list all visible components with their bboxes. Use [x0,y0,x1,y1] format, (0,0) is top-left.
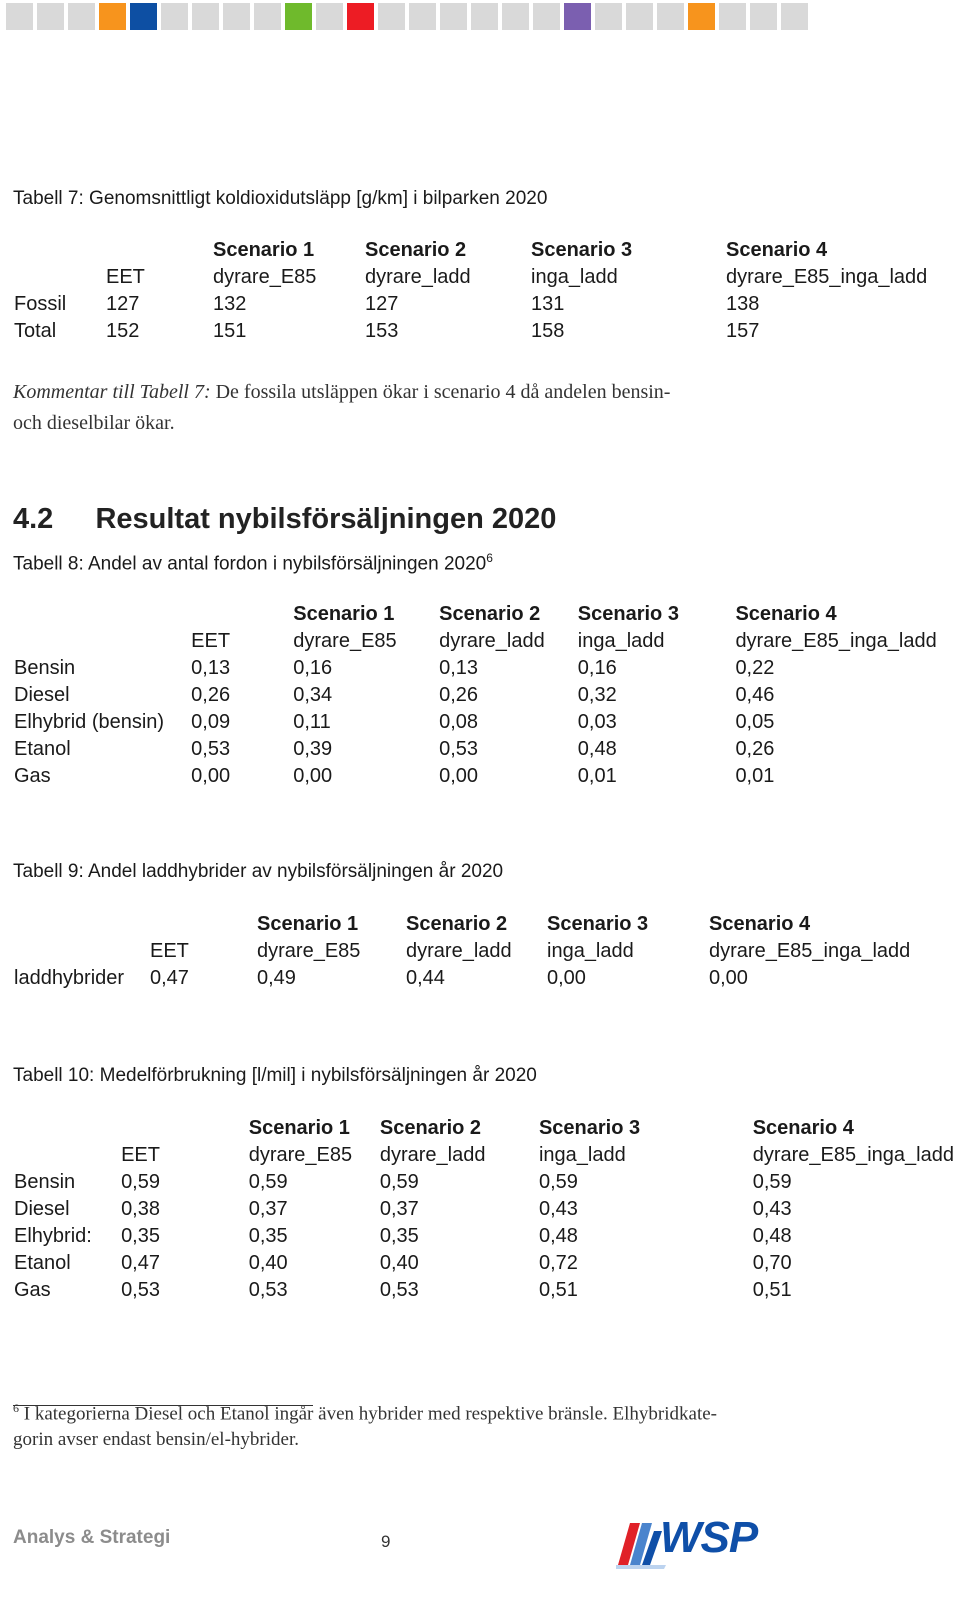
color-square [688,3,715,30]
color-square [285,3,312,30]
table-cell [191,601,293,628]
table-cell: 0,05 [735,711,775,733]
color-square [502,3,529,30]
table-row [14,291,933,318]
table-cell: 0,00 [547,967,586,989]
row-label: Total [14,320,57,342]
header-row-names [14,628,960,655]
table-cell: 0,59 [538,1171,578,1193]
table-cell [121,1115,249,1142]
table8-caption-text: Tabell 8: Andel av antal fordon i nybilsförsäljningen 2020 [13,553,487,575]
row-label: Etanol [14,1252,71,1274]
table-cell: 0,16 [577,657,617,679]
table-cell: inga_ladd [538,1144,626,1166]
table-cell: 0,09 [191,711,231,733]
table-cell: 0,47 [150,967,189,989]
color-square [316,3,343,30]
table-cell: 0,70 [752,1252,792,1274]
color-square [533,3,560,30]
header-row-scenarios [14,601,960,628]
row-label: Bensin [14,1171,76,1193]
table9-caption: Tabell 9: Andel laddhybrider av nybilsförsäljningen år 2020 [13,861,504,882]
table-cell: 0,44 [406,967,445,989]
table-cell: dyrare_ladd [379,1144,486,1166]
row-label: Diesel [14,684,70,706]
color-square [161,3,188,30]
table10-caption: Tabell 10: Medelförbrukning [l/mil] i nybilsförsäljningen år 2020 [13,1065,537,1086]
table-cell: 158 [531,320,565,342]
table-cell: dyrare_E85 [213,266,317,288]
footer-brand: Analys & Strategi [13,1527,171,1548]
color-square [254,3,281,30]
table-cell: 0,48 [577,738,617,760]
table-cell: 0,53 [191,738,231,760]
table-cell: Scenario 3 [538,1117,641,1139]
table-cell: Scenario 1 [248,1117,350,1139]
color-square [440,3,467,30]
table-row [14,736,960,763]
footnote-text: I kategorierna Diesel och Etanol ingår även hybrider med respektive bränsle. Elhybridkate- [23,1403,717,1425]
row-label [14,911,150,938]
table-row [14,965,935,992]
table-cell: 0,49 [257,967,296,989]
color-square [99,3,126,30]
color-square [347,3,374,30]
table-cell: 0,00 [439,765,479,787]
footnote-number: 6 [13,1401,19,1415]
color-square [750,3,777,30]
table-cell: dyrare_E85_inga_ladd [735,630,937,652]
row-label: laddhybrider [14,967,125,989]
row-label: Gas [14,1279,51,1301]
table-cell: 0,48 [752,1225,792,1247]
table-cell: 0,40 [379,1252,419,1274]
footnote-line2: gorin avser endast bensin/el-hybrider. [13,1429,299,1450]
table-cell: 152 [106,320,140,342]
table-cell: 0,03 [577,711,617,733]
row-label [14,264,106,291]
table-cell: 127 [106,293,140,315]
table-cell: 0,59 [248,1171,288,1193]
table-cell: dyrare_E85 [257,940,361,962]
color-square [564,3,591,30]
row-label [14,601,191,628]
table7 [14,237,933,345]
table-row [14,763,960,790]
row-label [14,1115,121,1142]
table-cell: 0,53 [248,1279,288,1301]
table-cell: EET [150,940,189,962]
row-label: Bensin [14,657,76,679]
table-cell: Scenario 4 [752,1117,854,1139]
row-label: Fossil [14,293,67,315]
color-square [657,3,684,30]
row-label: Elhybrid: [14,1225,92,1247]
table-cell: EET [106,266,145,288]
table-cell: 0,37 [379,1198,419,1220]
table-cell: 0,13 [439,657,479,679]
section-heading [13,503,556,536]
table-cell: 153 [365,320,399,342]
wsp-logo [616,1515,766,1569]
color-square [409,3,436,30]
table-cell: 0,34 [293,684,333,706]
table-cell: 0,00 [293,765,333,787]
table-cell: 0,72 [538,1252,578,1274]
table7-caption: Tabell 7: Genomsnittligt koldioxidutsläpp [g/km] i bilparken 2020 [13,188,548,209]
table-cell [150,911,257,938]
table-row [14,1223,960,1250]
table-cell: Scenario 1 [293,603,395,625]
table-cell: Scenario 1 [213,239,315,261]
table-cell: 0,13 [191,657,231,679]
comment-line2: och dieselbilar ökar. [13,412,175,434]
color-square [781,3,808,30]
color-square [37,3,64,30]
section-number: 4.2 [13,503,54,535]
table-row [14,318,933,345]
row-label [14,237,106,264]
comment-text: De fossila utsläppen ökar i scenario 4 då andelen bensin- [210,381,671,403]
table8-caption [13,551,493,575]
table-cell: 0,35 [248,1225,288,1247]
table-cell: EET [191,630,231,652]
table-cell: 0,38 [121,1198,160,1220]
table-cell: 0,00 [709,967,748,989]
row-label [14,628,191,655]
comment-paragraph [13,377,670,408]
footnote-ref: 6 [486,551,493,565]
table-cell: Scenario 4 [726,239,828,261]
table-cell: 0,35 [379,1225,419,1247]
table-row [14,1196,960,1223]
table-cell: 0,16 [293,657,333,679]
table-row [14,1169,960,1196]
table-cell: inga_ladd [547,940,634,962]
table-row [14,682,960,709]
table-cell: dyrare_E85_inga_ladd [726,266,928,288]
table-cell: Scenario 4 [735,603,837,625]
table-cell: 131 [531,293,565,315]
table-cell: dyrare_E85_inga_ladd [752,1144,954,1166]
table-cell: 0,37 [248,1198,288,1220]
table-cell: 0,08 [439,711,479,733]
table-cell: 157 [726,320,760,342]
page-number: 9 [381,1532,391,1551]
table-cell: 151 [213,320,247,342]
color-square [68,3,95,30]
row-label: Etanol [14,738,71,760]
table-row [14,1250,960,1277]
row-label [14,938,150,965]
table-cell: dyrare_E85 [248,1144,353,1166]
color-square [719,3,746,30]
table-cell [106,237,213,264]
table10 [14,1115,960,1304]
table-row [14,655,960,682]
table-cell: 0,32 [577,684,617,706]
table-cell: 0,47 [121,1252,160,1274]
color-square [626,3,653,30]
table-cell: 0,00 [191,765,231,787]
table-cell: 0,46 [735,684,775,706]
table-cell: inga_ladd [577,630,665,652]
table-cell: 0,40 [248,1252,288,1274]
header-row-scenarios [14,911,935,938]
row-label: Gas [14,765,51,787]
section-title: Resultat nybilsförsäljningen 2020 [95,503,557,535]
table-cell: 0,26 [191,684,231,706]
table-cell: Scenario 3 [577,603,679,625]
table-cell: dyrare_E85 [293,630,397,652]
table-cell: 0,59 [121,1171,160,1193]
color-square [192,3,219,30]
table-cell: 0,53 [439,738,479,760]
table-cell: 0,51 [538,1279,578,1301]
row-label [14,1142,121,1169]
table-cell: EET [121,1144,160,1166]
wsp-logo-text: WSP [660,1513,758,1562]
table-cell: 0,43 [752,1198,792,1220]
table-row [14,709,960,736]
table-cell: 0,39 [293,738,333,760]
header-row-names [14,264,933,291]
table-cell: Scenario 3 [547,913,649,935]
table-cell: 138 [726,293,760,315]
table-cell: 0,01 [735,765,775,787]
table-cell: Scenario 2 [406,913,508,935]
table-cell: Scenario 2 [379,1117,482,1139]
table-cell: 0,01 [577,765,617,787]
table-cell: 0,48 [538,1225,578,1247]
table-row [14,1277,960,1304]
comment-label: Kommentar till Tabell 7: [13,381,211,403]
table-cell: 0,53 [379,1279,419,1301]
color-square [223,3,250,30]
table-cell: dyrare_E85_inga_ladd [709,940,911,962]
table-cell: Scenario 2 [365,239,467,261]
color-square [378,3,405,30]
row-label: Elhybrid (bensin) [14,711,165,733]
table8 [14,601,960,790]
header-row-names [14,1142,960,1169]
table-cell: 0,26 [439,684,479,706]
table-cell: 0,35 [121,1225,160,1247]
color-square [595,3,622,30]
table-cell: 0,22 [735,657,775,679]
color-square [6,3,33,30]
table-cell: Scenario 2 [439,603,541,625]
table-cell: dyrare_ladd [406,940,512,962]
table-cell: 0,59 [379,1171,419,1193]
table-cell: inga_ladd [531,266,618,288]
table-cell: dyrare_ladd [439,630,545,652]
color-strip [6,3,808,30]
table9 [14,911,935,992]
table-cell: Scenario 4 [709,913,811,935]
table-cell: 0,59 [752,1171,792,1193]
header-row-scenarios [14,237,933,264]
header-row-names [14,938,935,965]
table-cell: 0,43 [538,1198,578,1220]
color-square [471,3,498,30]
color-square [130,3,157,30]
table-cell: 132 [213,293,247,315]
row-label: Diesel [14,1198,70,1220]
table-cell: dyrare_ladd [365,266,471,288]
header-row-scenarios [14,1115,960,1142]
table-cell: 0,53 [121,1279,160,1301]
table-cell: Scenario 3 [531,239,633,261]
table-cell: 0,51 [752,1279,792,1301]
table-cell: 0,11 [293,711,331,733]
table-cell: 0,26 [735,738,775,760]
table-cell: Scenario 1 [257,913,359,935]
table-cell: 127 [365,293,399,315]
